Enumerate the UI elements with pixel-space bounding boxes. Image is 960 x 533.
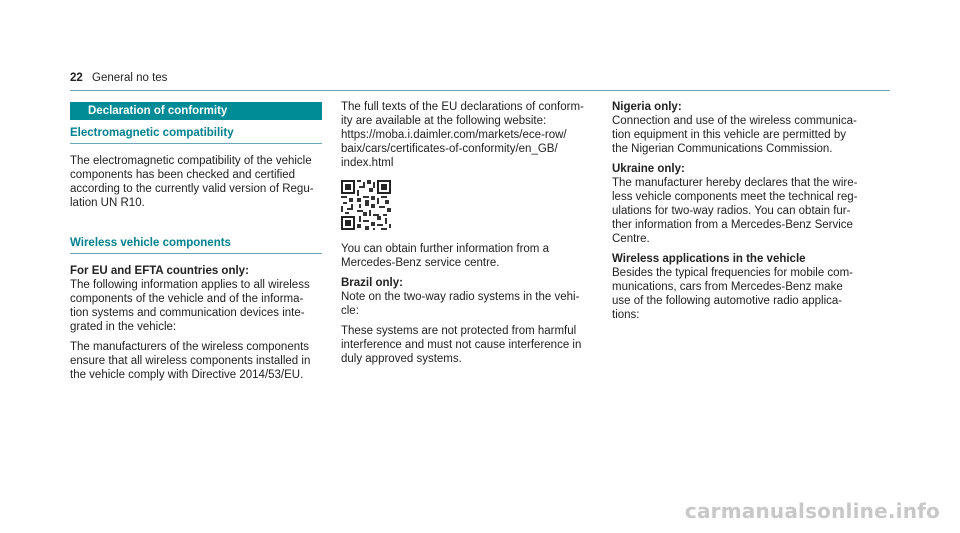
text-line: ensure that all wireless components installed in (70, 355, 311, 367)
text-line: Besides the typical frequencies for mobile com- (612, 267, 853, 279)
watermark: carmanualsonline.info (684, 499, 940, 523)
brazil-heading: Brazil only: (341, 277, 403, 289)
text-line: components of the vehicle and of the informa- (70, 293, 304, 305)
url-line: baix/cars/certificates-of-conformity/en_GB/ (341, 143, 558, 155)
page-header (70, 72, 167, 84)
url-line: index.html (341, 157, 394, 169)
text-line: use of the following automotive radio applica- (612, 295, 843, 307)
text-line: ulations for two-way radios. You can obtain fur- (612, 205, 851, 217)
nigeria-paragraph (612, 100, 872, 156)
text-line: These systems are not protected from harmful (341, 325, 577, 337)
text-line: the vehicle comply with Directive 2014/53/EU. (70, 369, 304, 381)
text-line: Note on the two-way radio systems in the vehi- (341, 291, 580, 303)
text-line: duly approved systems. (341, 353, 462, 365)
text-line: The full texts of the EU declarations of conform- (341, 101, 584, 113)
brazil-paragraph (341, 276, 593, 318)
brazil-paragraph-2 (341, 324, 593, 366)
manufacturer-paragraph (70, 340, 322, 382)
qr-code-icon (341, 180, 391, 230)
wireless-applications-paragraph (612, 252, 872, 322)
text-line: The electromagnetic compatibility of the vehicle (70, 155, 312, 167)
page-number: 22 (70, 72, 83, 84)
text-line: interference and must not cause interference in (341, 339, 582, 351)
text-line: cle: (341, 305, 359, 317)
wireless-applications-heading: Wireless applications in the vehicle (612, 253, 806, 265)
text-line: according to the currently valid version of Regu- (70, 183, 314, 195)
text-line: Connection and use of the wireless communica- (612, 115, 857, 127)
text-line: Mercedes-Benz service centre. (341, 257, 500, 269)
text-line: the Nigerian Communications Commission. (612, 143, 833, 155)
declaration-banner: Declaration of conformity (70, 102, 322, 120)
header-divider (70, 90, 890, 91)
nigeria-heading: Nigeria only: (612, 101, 682, 113)
emc-paragraph (70, 154, 322, 210)
url-line: https://moba.i.daimler.com/markets/ece-row/ (341, 129, 567, 141)
text-line: lation UN R10. (70, 197, 145, 209)
text-line: grated in the vehicle: (70, 321, 177, 333)
text-line: less vehicle components meet the technical reg- (612, 191, 858, 203)
text-line: The following information applies to all wireless (70, 279, 310, 291)
text-line: munications, cars from Mercedes-Benz make (612, 281, 843, 293)
column-1 (70, 102, 322, 388)
column-2 (341, 100, 593, 372)
text-line: tions: (612, 309, 640, 321)
text-line: You can obtain further information from a (341, 243, 549, 255)
declarations-paragraph (341, 100, 593, 170)
text-line: tion systems and communication devices inte- (70, 307, 305, 319)
eu-heading: For EU and EFTA countries only: (70, 265, 249, 277)
text-line: Centre. (612, 233, 650, 245)
text-line: ther information from a Mercedes-Benz Service (612, 219, 853, 231)
ukraine-paragraph (612, 162, 872, 246)
eu-paragraph (70, 264, 322, 334)
text-line: ity are available at the following website: (341, 115, 547, 127)
emc-subheading: Electromagnetic compatibility (70, 126, 322, 144)
text-line: The manufacturer hereby declares that the wire- (612, 177, 858, 189)
text-line: tion equipment in this vehicle are permitted by (612, 129, 846, 141)
text-line: The manufacturers of the wireless components (70, 341, 310, 353)
column-3 (612, 100, 872, 328)
wireless-components-subheading: Wireless vehicle components (70, 236, 322, 254)
info-paragraph (341, 242, 593, 270)
text-line: components has been checked and certified (70, 169, 296, 181)
section-title: General no tes (92, 72, 168, 84)
ukraine-heading: Ukraine only: (612, 163, 685, 175)
